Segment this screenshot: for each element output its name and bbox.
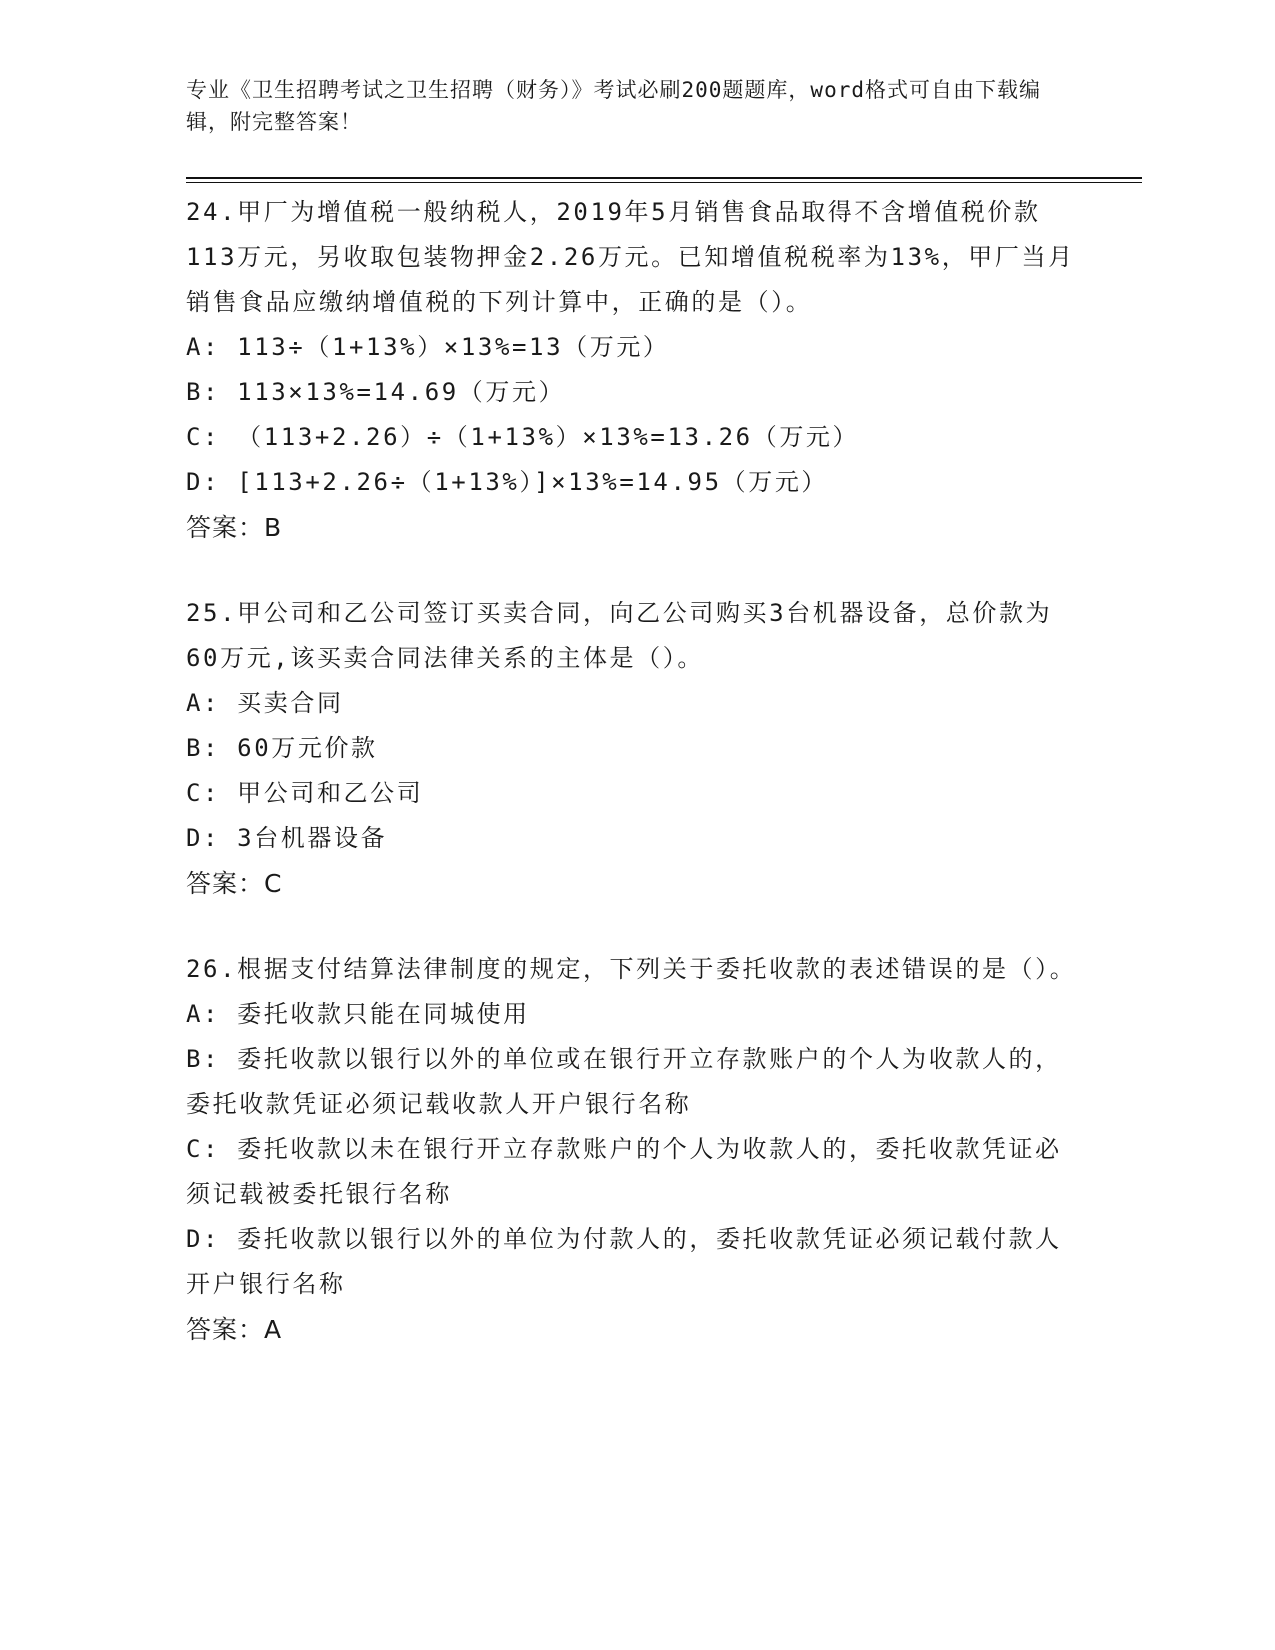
question-stem: 24.甲厂为增值税一般纳税人，2019年5月销售食品取得不含增值税价款113万元，另收取包装物押金2.26万元。已知增值税税率为13%，甲厂当月销售食品应缴纳增值税的下列计算中，正确的是（）。 [186, 198, 1075, 316]
question-list [186, 190, 1086, 1393]
option-b: B: 113×13%=14.69（万元） [186, 378, 566, 406]
answer-line: 答案：B [186, 513, 283, 542]
answer-line: 答案：C [186, 869, 283, 898]
question-stem: 25.甲公司和乙公司签订买卖合同，向乙公司购买3台机器设备，总价款为60万元,该买卖合同法律关系的主体是（）。 [186, 599, 1053, 672]
option-c: C: （113+2.26）÷（1+13%）×13%=13.26（万元） [186, 423, 860, 451]
answer-line: 答案：A [186, 1315, 283, 1344]
question-25 [186, 591, 1086, 906]
option-c: C: 委托收款以未在银行开立存款账户的个人为收款人的，委托收款凭证必须记载被委托银行名称 [186, 1135, 1062, 1208]
option-a: A: 委托收款只能在同城使用 [186, 1000, 530, 1028]
option-c: C: 甲公司和乙公司 [186, 779, 424, 807]
question-26 [186, 947, 1086, 1352]
header-divider-thin [186, 182, 1142, 183]
option-d: D: [113+2.26÷（1+13%）]×13%=14.95（万元） [186, 468, 829, 496]
document-header: 专业《卫生招聘考试之卫生招聘（财务）》考试必刷200题题库，word格式可自由下载编辑，附完整答案！ [186, 78, 1041, 134]
question-stem: 26.根据支付结算法律制度的规定，下列关于委托收款的表述错误的是（）。 [186, 955, 1077, 983]
option-d: D: 委托收款以银行以外的单位为付款人的，委托收款凭证必须记载付款人开户银行名称 [186, 1225, 1062, 1298]
question-24 [186, 190, 1086, 550]
option-b: B: 委托收款以银行以外的单位或在银行开立存款账户的个人为收款人的，委托收款凭证必须记载收款人开户银行名称 [186, 1045, 1062, 1118]
option-b: B: 60万元价款 [186, 734, 378, 762]
option-a: A: 买卖合同 [186, 689, 344, 717]
option-a: A: 113÷（1+13%）×13%=13（万元） [186, 333, 670, 361]
header-divider-thick [186, 177, 1142, 179]
option-d: D: 3台机器设备 [186, 824, 388, 852]
